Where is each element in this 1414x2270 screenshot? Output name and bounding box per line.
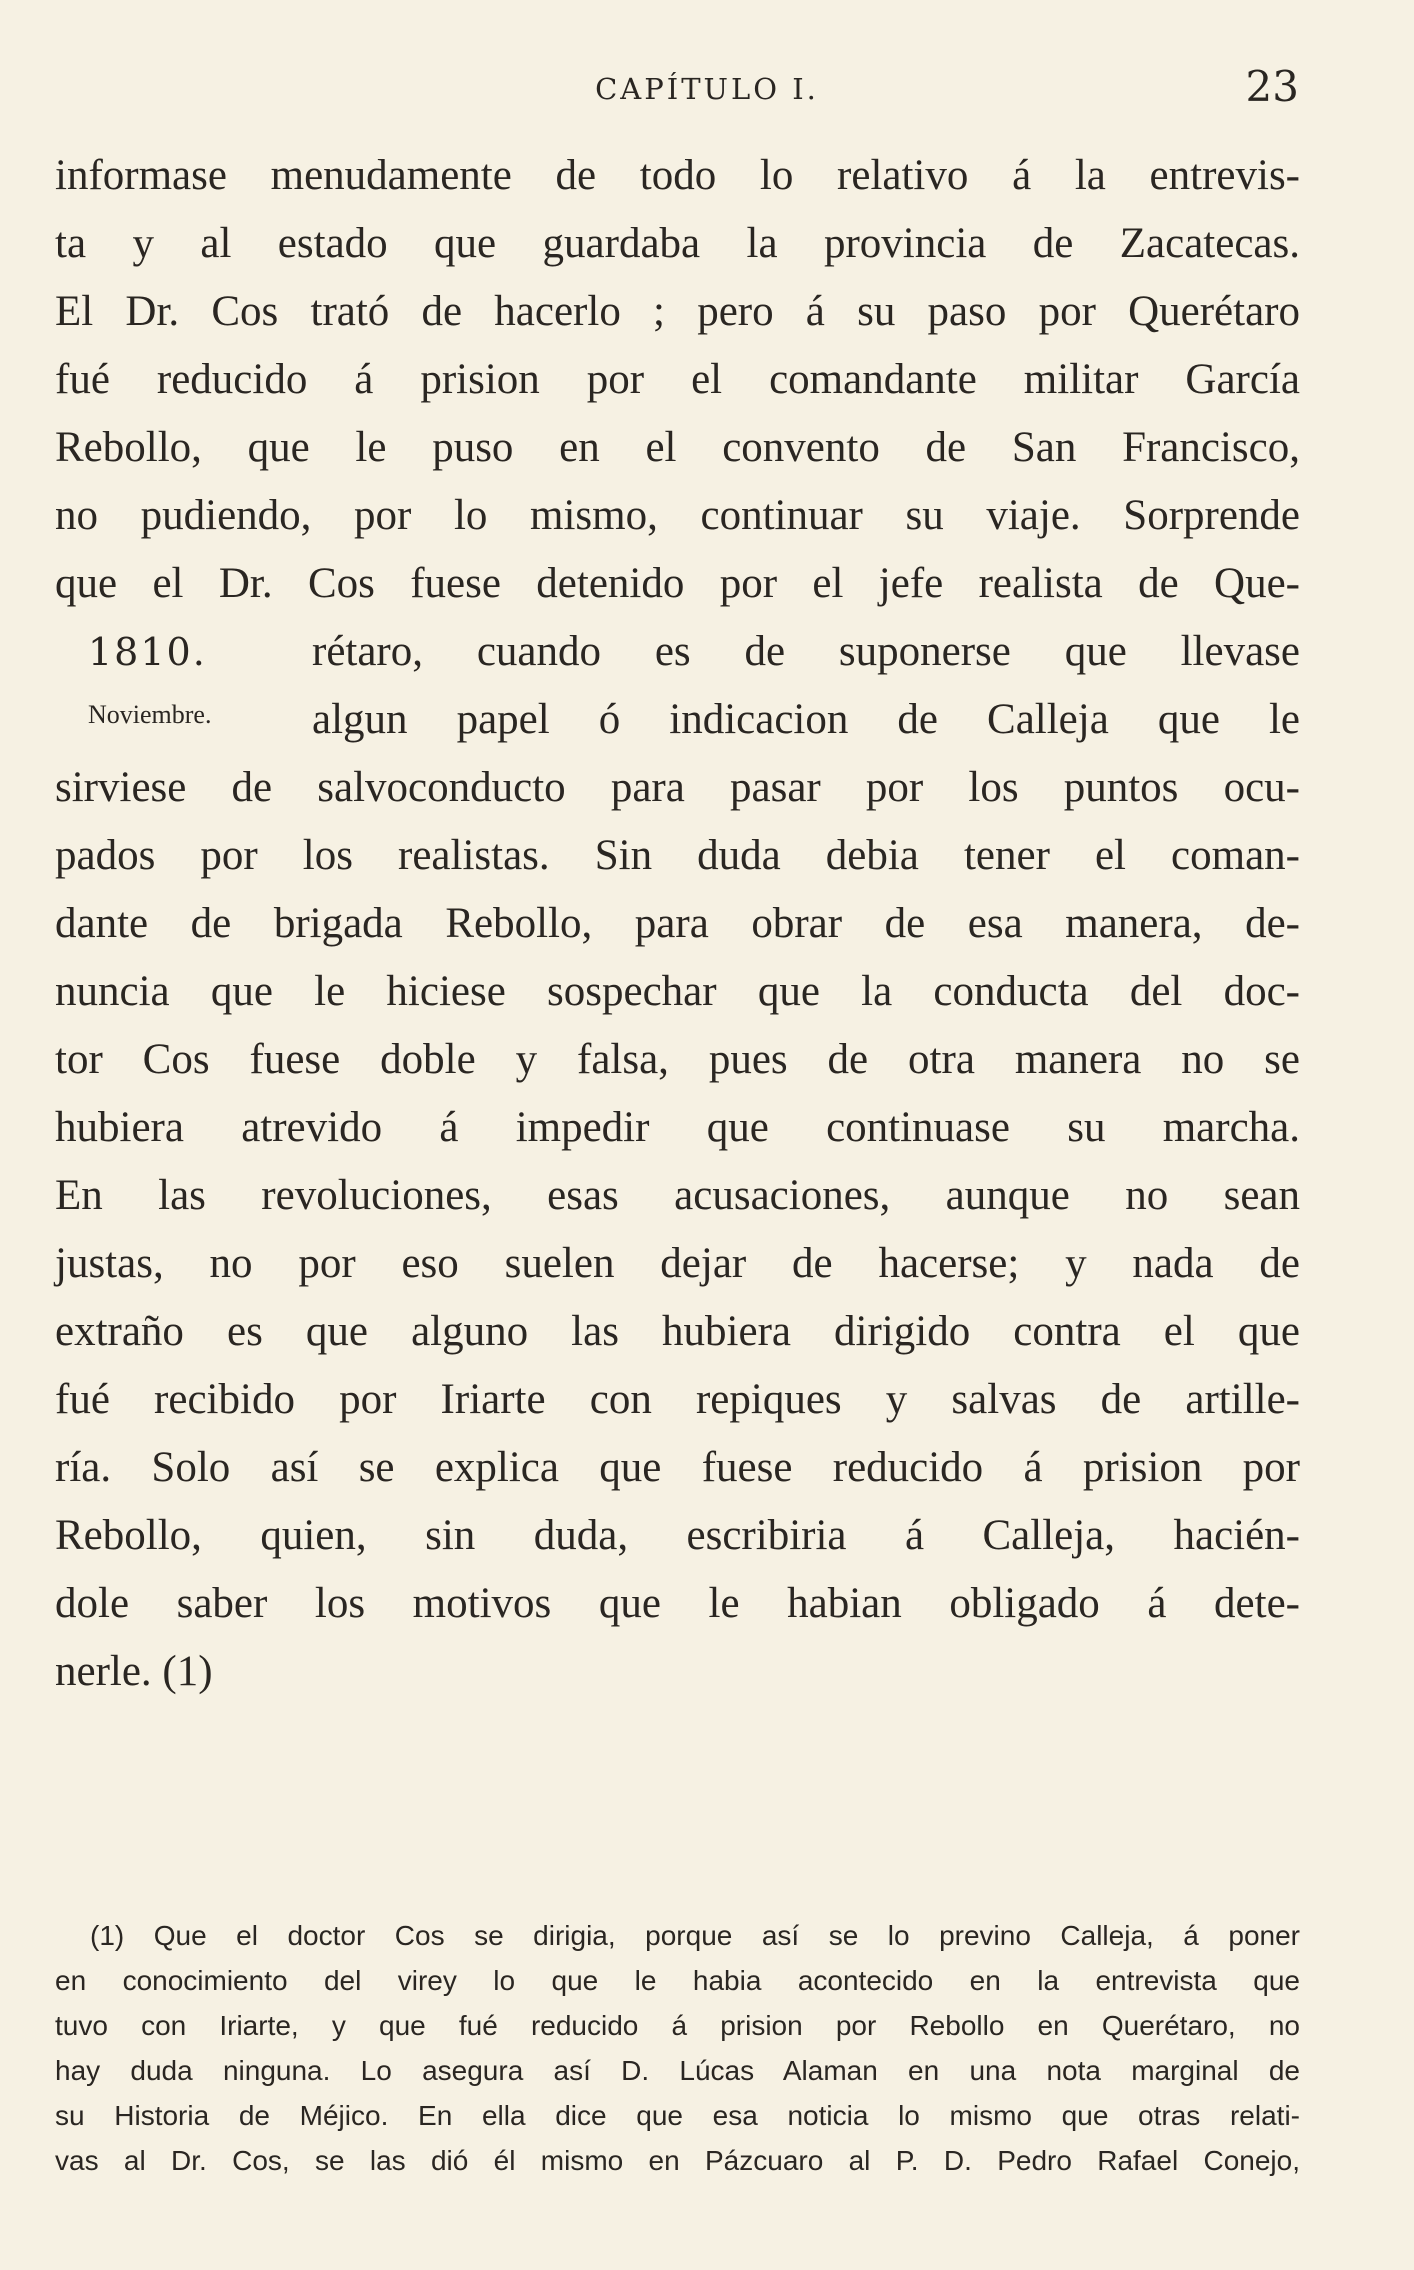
- body-line-16: En las revoluciones, esas acusaciones, aunque no sean: [55, 1172, 1300, 1219]
- footnote-line-3: tuvo con Iriarte, y que fué reducido á prision por Rebollo en Querétaro, no: [55, 2010, 1300, 2041]
- body-line-7: que el Dr. Cos fuese detenido por el jefe realista de Que-: [55, 560, 1300, 607]
- body-line-9: algun papel ó indicacion de Calleja que le: [312, 696, 1300, 743]
- body-line-19: fué recibido por Iriarte con repiques y salvas de artille-: [55, 1376, 1300, 1423]
- body-line-2: ta y al estado que guardaba la provincia de Zacatecas.: [55, 220, 1300, 267]
- footnote-line-4: hay duda ninguna. Lo asegura así D. Lúcas Alaman en una nota marginal de: [55, 2055, 1300, 2086]
- body-line-21: Rebollo, quien, sin duda, escribiria á Calleja, hacién-: [55, 1512, 1300, 1559]
- body-line-10: sirviese de salvoconducto para pasar por los puntos ocu-: [55, 764, 1300, 811]
- body-line-4: fué reducido á prision por el comandante militar García: [55, 356, 1300, 403]
- body-line-23: nerle. (1): [55, 1648, 213, 1695]
- footnote-line-2: en conocimiento del virey lo que le habia acontecido en la entrevista que: [55, 1965, 1300, 1996]
- body-line-1: informase menudamente de todo lo relativo á la entrevis-: [55, 152, 1300, 199]
- margin-note-year: 1810.: [88, 630, 207, 674]
- body-line-5: Rebollo, que le puso en el convento de San Francisco,: [55, 424, 1300, 471]
- body-line-12: dante de brigada Rebollo, para obrar de esa manera, de-: [55, 900, 1300, 947]
- footnote-line-5: su Historia de Méjico. En ella dice que esa noticia lo mismo que otras relati-: [55, 2100, 1300, 2131]
- body-line-11: pados por los realistas. Sin duda debia tener el coman-: [55, 832, 1300, 879]
- body-line-20: ría. Solo así se explica que fuese reducido á prision por: [55, 1444, 1300, 1491]
- body-line-22: dole saber los motivos que le habian obligado á dete-: [55, 1580, 1300, 1627]
- body-line-15: hubiera atrevido á impedir que continuase su marcha.: [55, 1104, 1300, 1151]
- body-line-13: nuncia que le hiciese sospechar que la conducta del doc-: [55, 968, 1300, 1015]
- body-line-14: tor Cos fuese doble y falsa, pues de otra manera no se: [55, 1036, 1300, 1083]
- page-number: 23: [1245, 62, 1299, 111]
- footnote-line-6: vas al Dr. Cos, se las dió él mismo en Pázcuaro al P. D. Pedro Rafael Conejo,: [55, 2145, 1300, 2176]
- running-header-chapter: CAPÍTULO I.: [595, 72, 819, 106]
- body-line-6: no pudiendo, por lo mismo, continuar su viaje. Sorprende: [55, 492, 1300, 539]
- body-line-17: justas, no por eso suelen dejar de hacerse; y nada de: [55, 1240, 1300, 1287]
- body-line-3: El Dr. Cos trató de hacerlo ; pero á su paso por Querétaro: [55, 288, 1300, 335]
- footnote-line-1: (1) Que el doctor Cos se dirigia, porque así se lo previno Calleja, á poner: [90, 1920, 1300, 1951]
- body-line-18: extraño es que alguno las hubiera dirigido contra el que: [55, 1308, 1300, 1355]
- body-line-8: rétaro, cuando es de suponerse que llevase: [312, 628, 1300, 675]
- margin-note-month: Noviembre.: [88, 700, 212, 729]
